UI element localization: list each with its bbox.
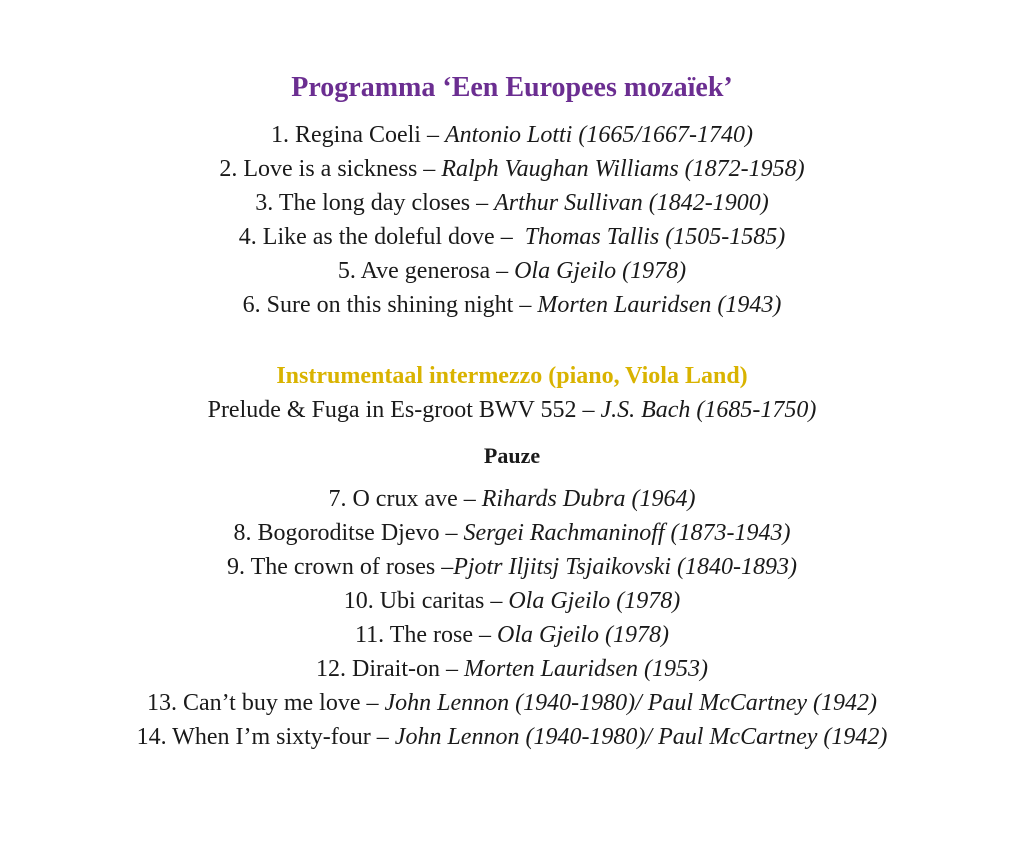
work-title: 7. O crux ave – — [328, 486, 482, 512]
work-title: 4. Like as the doleful dove – — [238, 224, 525, 250]
work-title: 2. Love is a sickness – — [219, 156, 442, 182]
work-title: 1. Regina Coeli – — [271, 122, 445, 148]
composer: Antonio Lotti (1665/1667-1740) — [444, 122, 753, 148]
work-title: 12. Dirait-on – — [316, 656, 464, 682]
composer: Ola Gjeilo (1978) — [508, 588, 681, 614]
work-title: 8. Bogoroditse Djevo – — [233, 520, 464, 546]
program-item — [0, 720, 1024, 754]
composer: Arthur Sullivan (1842-1900) — [494, 190, 769, 216]
program-item — [0, 186, 1024, 220]
work-title: 6. Sure on this shining night – — [242, 292, 538, 318]
composer: John Lennon (1940-1980)/ Paul McCartney (1942) — [384, 690, 878, 716]
program-title: Programma ‘Een Europees mozaïek’ — [291, 72, 733, 103]
program-item — [0, 584, 1024, 618]
work-title: Prelude & Fuga in Es-groot BWV 552 – — [207, 397, 601, 423]
composer: Ola Gjeilo (1978) — [497, 622, 669, 648]
program-item — [0, 618, 1024, 652]
program-item — [0, 516, 1024, 550]
program-item — [0, 550, 1024, 584]
composer: Sergei Rachmaninoff (1873-1943) — [463, 520, 791, 546]
composer: John Lennon (1940-1980)/ Paul McCartney (1942) — [394, 724, 888, 750]
program-item — [0, 288, 1024, 322]
program-item — [0, 220, 1024, 254]
work-title: 11. The rose – — [355, 622, 497, 648]
composer: Morten Lauridsen (1953) — [464, 656, 708, 682]
composer: Ola Gjeilo (1978) — [514, 258, 687, 284]
pause-heading: Pauze — [483, 443, 541, 468]
composer: Ralph Vaughan Williams (1872-1958) — [441, 156, 805, 182]
program-part-2 — [0, 482, 1024, 754]
work-title: 9. The crown of roses – — [227, 554, 454, 580]
program-item — [0, 652, 1024, 686]
program-part-1 — [0, 118, 1024, 322]
composer: Rihards Dubra (1964) — [481, 486, 696, 512]
work-title: 3. The long day closes – — [255, 190, 495, 216]
program-item — [0, 686, 1024, 720]
program-item — [0, 482, 1024, 516]
composer: Thomas Tallis (1505-1585) — [524, 224, 786, 250]
work-title: 13. Can’t buy me love – — [146, 690, 385, 716]
work-title: 14. When I’m sixty-four – — [136, 724, 395, 750]
intermezzo-heading: Instrumentaal intermezzo (piano, Viola Land) — [276, 363, 748, 389]
composer: Morten Lauridsen (1943) — [537, 292, 782, 318]
program-item — [0, 254, 1024, 288]
program-item — [0, 152, 1024, 186]
composer: Pjotr Iljitsj Tsjaikovski (1840-1893) — [453, 554, 797, 580]
work-title: 10. Ubi caritas – — [343, 588, 509, 614]
work-title: 5. Ave generosa – — [337, 258, 515, 284]
program-item — [0, 118, 1024, 152]
intermezzo-item — [0, 393, 1024, 427]
composer: J.S. Bach (1685-1750) — [600, 397, 817, 423]
